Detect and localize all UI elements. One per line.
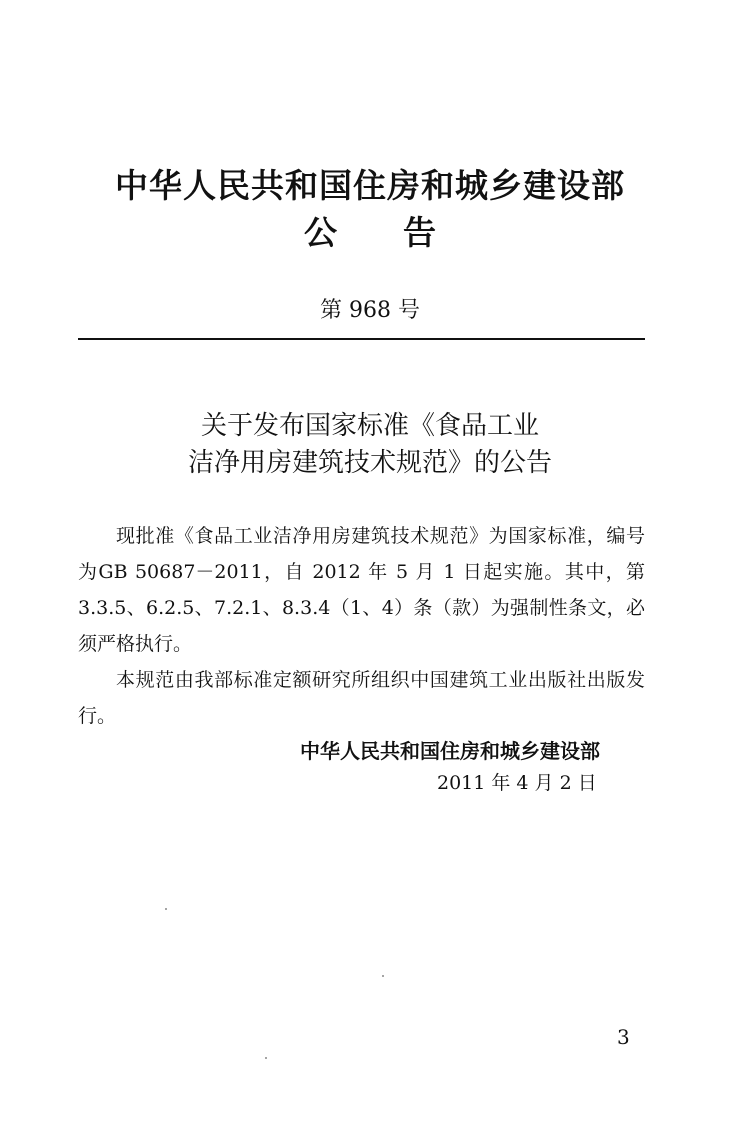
signature-issuer: 中华人民共和国住房和城乡建设部	[300, 739, 600, 763]
notice-title-char-2: 告	[403, 213, 436, 252]
notice-subject-line-2: 洁净用房建筑技术规范》的公告	[187, 448, 552, 478]
scan-speck	[265, 1057, 267, 1059]
scan-speck	[165, 908, 167, 910]
notice-body	[78, 518, 645, 734]
notice-title	[0, 207, 740, 254]
notice-subject	[0, 408, 740, 482]
page-number: 3	[617, 1025, 630, 1049]
body-paragraph-1: 现批准《食品工业洁净用房建筑技术规范》为国家标准，编号为GB 50687－2011，自 2012 年 5 月 1 日起实施。其中，第3.3.5、6.2.5、7.2.1、8.3.4（1、4）条（款）为强制性条文，必须严格执行。	[78, 525, 645, 655]
issuing-authority: 中华人民共和国住房和城乡建设部	[115, 166, 625, 205]
notice-title-char-1: 公	[304, 213, 337, 252]
notice-subject-line-1: 关于发布国家标准《食品工业	[200, 411, 539, 441]
header-divider	[78, 338, 645, 340]
scan-speck	[382, 975, 384, 977]
body-paragraph-2: 本规范由我部标准定额研究所组织中国建筑工业出版社出版发行。	[78, 669, 645, 727]
signature-date: 2011 年 4 月 2 日	[437, 772, 597, 794]
notice-number: 第 968 号	[320, 298, 420, 323]
